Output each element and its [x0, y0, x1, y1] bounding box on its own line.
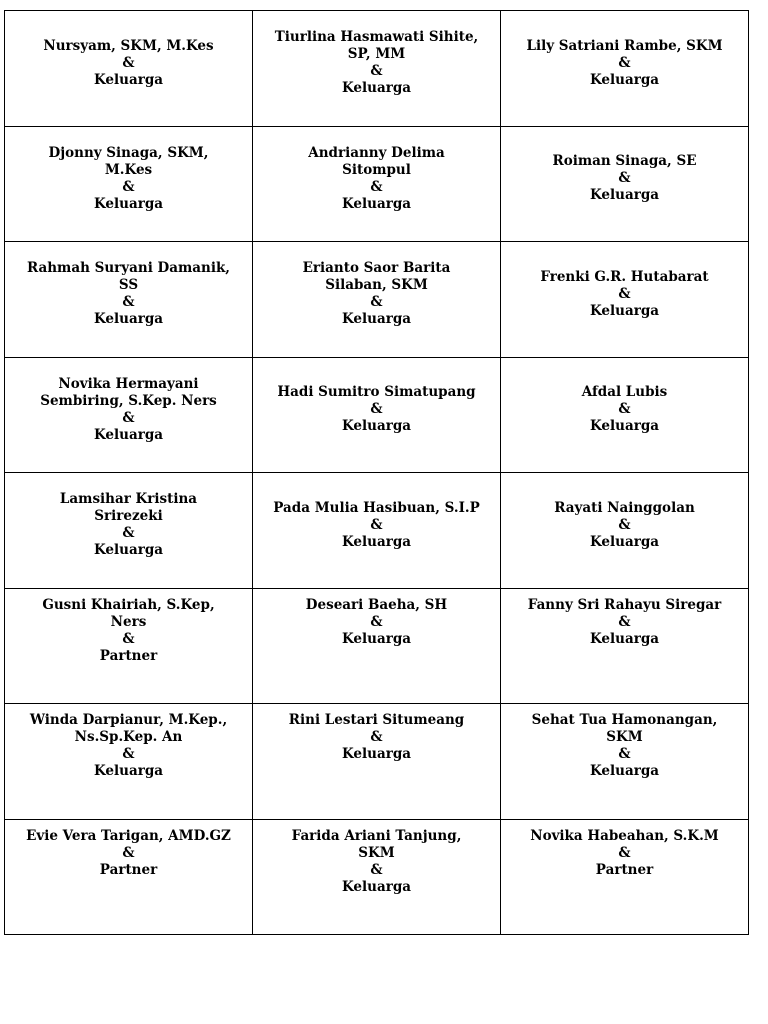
card-name-line: Silaban, SKM — [325, 277, 428, 294]
name-card — [5, 704, 253, 820]
card-name-line: Fanny Sri Rahayu Siregar — [527, 596, 722, 613]
card-suffix: Keluarga — [589, 71, 660, 88]
card-suffix: Keluarga — [341, 195, 412, 212]
card-suffix: Partner — [99, 861, 158, 878]
name-card — [253, 704, 501, 820]
name-card — [5, 819, 253, 935]
card-name-line: Pada Mulia Hasibuan, S.I.P — [273, 499, 480, 516]
label-row — [5, 819, 749, 935]
label-grid-body — [5, 11, 749, 935]
label-row — [5, 588, 749, 704]
card-ampersand: & — [370, 294, 383, 311]
card-suffix: Keluarga — [589, 187, 660, 204]
card-name-line: Rayati Nainggolan — [554, 499, 695, 516]
name-card — [253, 588, 501, 704]
name-card — [253, 473, 501, 589]
card-ampersand: & — [618, 401, 631, 418]
name-card — [5, 357, 253, 473]
card-name-line: SKM — [606, 729, 643, 745]
card-suffix: Keluarga — [93, 71, 164, 88]
card-name-line: Roiman Sinaga, SE — [552, 153, 697, 170]
card-name-line: Lily Satriani Rambe, SKM — [526, 37, 723, 54]
card-suffix: Keluarga — [341, 630, 412, 647]
card-ampersand: & — [618, 746, 631, 762]
card-suffix: Keluarga — [589, 302, 660, 319]
card-suffix: Keluarga — [93, 195, 164, 212]
card-name-line: Nursyam, SKM, M.Kes — [43, 37, 214, 54]
card-name-line: M.Kes — [104, 161, 153, 178]
card-suffix: Keluarga — [93, 311, 164, 328]
card-ampersand: & — [122, 294, 135, 311]
name-card — [253, 242, 501, 358]
name-card — [501, 126, 749, 242]
card-ampersand: & — [618, 516, 631, 533]
label-row — [5, 473, 749, 589]
card-name-line: Gusni Khairiah, S.Kep, — [42, 596, 215, 613]
name-label-grid — [4, 10, 749, 935]
name-card — [501, 704, 749, 820]
name-card — [253, 126, 501, 242]
name-card — [5, 126, 253, 242]
card-suffix: Partner — [99, 647, 158, 664]
card-ampersand: & — [370, 729, 383, 745]
card-ampersand: & — [370, 178, 383, 195]
label-row — [5, 704, 749, 820]
card-suffix: Keluarga — [589, 630, 660, 647]
card-ampersand: & — [122, 525, 135, 542]
card-suffix: Keluarga — [93, 763, 164, 779]
card-ampersand: & — [370, 613, 383, 630]
card-ampersand: & — [122, 409, 135, 426]
card-ampersand: & — [618, 613, 631, 630]
card-name-line: Farida Ariani Tanjung, — [291, 827, 462, 844]
card-name-line: Novika Hermayani — [58, 375, 199, 392]
card-name-line: Sembiring, S.Kep. Ners — [40, 392, 217, 409]
card-suffix: Keluarga — [341, 878, 412, 895]
name-card — [501, 588, 749, 704]
name-card — [5, 473, 253, 589]
card-suffix: Partner — [595, 861, 654, 878]
card-suffix: Keluarga — [589, 763, 660, 779]
card-name-line: Evie Vera Tarigan, AMD.GZ — [26, 827, 231, 844]
card-name-line: SS — [118, 277, 139, 294]
card-name-line: Afdal Lubis — [581, 384, 668, 401]
card-name-line: Srirezeki — [94, 508, 163, 525]
card-ampersand: & — [122, 844, 135, 861]
card-name-line: SP, MM — [347, 46, 406, 63]
card-name-line: Winda Darpianur, M.Kep., — [29, 712, 228, 728]
card-name-line: Rini Lestari Situmeang — [288, 712, 465, 728]
card-suffix: Keluarga — [93, 426, 164, 443]
label-row — [5, 242, 749, 358]
card-ampersand: & — [370, 401, 383, 418]
card-name-line: Deseari Baeha, SH — [305, 596, 448, 613]
card-name-line: Andrianny Delima — [308, 144, 445, 161]
card-ampersand: & — [122, 178, 135, 195]
name-card — [253, 357, 501, 473]
name-card — [5, 11, 253, 127]
card-name-line: SKM — [358, 844, 395, 861]
card-name-line: Sehat Tua Hamonangan, — [531, 712, 718, 728]
name-card — [501, 242, 749, 358]
card-name-line: Novika Habeahan, S.K.M — [530, 827, 719, 844]
card-name-line: Sitompul — [342, 161, 411, 178]
card-ampersand: & — [122, 630, 135, 647]
card-suffix: Keluarga — [93, 542, 164, 559]
card-suffix: Keluarga — [589, 418, 660, 435]
name-card — [5, 588, 253, 704]
name-card — [5, 242, 253, 358]
name-card — [501, 473, 749, 589]
card-suffix: Keluarga — [341, 746, 412, 762]
card-name-line: Hadi Sumitro Simatupang — [277, 384, 476, 401]
label-row — [5, 11, 749, 127]
card-ampersand: & — [618, 170, 631, 187]
name-card — [501, 819, 749, 935]
card-name-line: Lamsihar Kristina — [59, 491, 198, 508]
name-card — [501, 357, 749, 473]
card-name-line: Frenki G.R. Hutabarat — [540, 268, 709, 285]
label-row — [5, 357, 749, 473]
card-name-line: Tiurlina Hasmawati Sihite, — [274, 29, 479, 46]
name-card — [253, 11, 501, 127]
name-card — [253, 819, 501, 935]
card-ampersand: & — [618, 54, 631, 71]
card-ampersand: & — [370, 63, 383, 80]
card-ampersand: & — [122, 746, 135, 762]
card-suffix: Keluarga — [341, 533, 412, 550]
card-name-line: Erianto Saor Barita — [302, 260, 451, 277]
card-suffix: Keluarga — [341, 311, 412, 328]
card-ampersand: & — [122, 54, 135, 71]
card-ampersand: & — [618, 844, 631, 861]
card-ampersand: & — [618, 285, 631, 302]
card-suffix: Keluarga — [341, 80, 412, 97]
card-ampersand: & — [370, 516, 383, 533]
name-card — [501, 11, 749, 127]
card-ampersand: & — [370, 861, 383, 878]
card-name-line: Ners — [110, 613, 147, 630]
card-name-line: Rahmah Suryani Damanik, — [26, 260, 231, 277]
card-suffix: Keluarga — [589, 533, 660, 550]
card-name-line: Djonny Sinaga, SKM, — [48, 144, 209, 161]
card-name-line: Ns.Sp.Kep. An — [74, 729, 183, 745]
label-row — [5, 126, 749, 242]
card-suffix: Keluarga — [341, 418, 412, 435]
